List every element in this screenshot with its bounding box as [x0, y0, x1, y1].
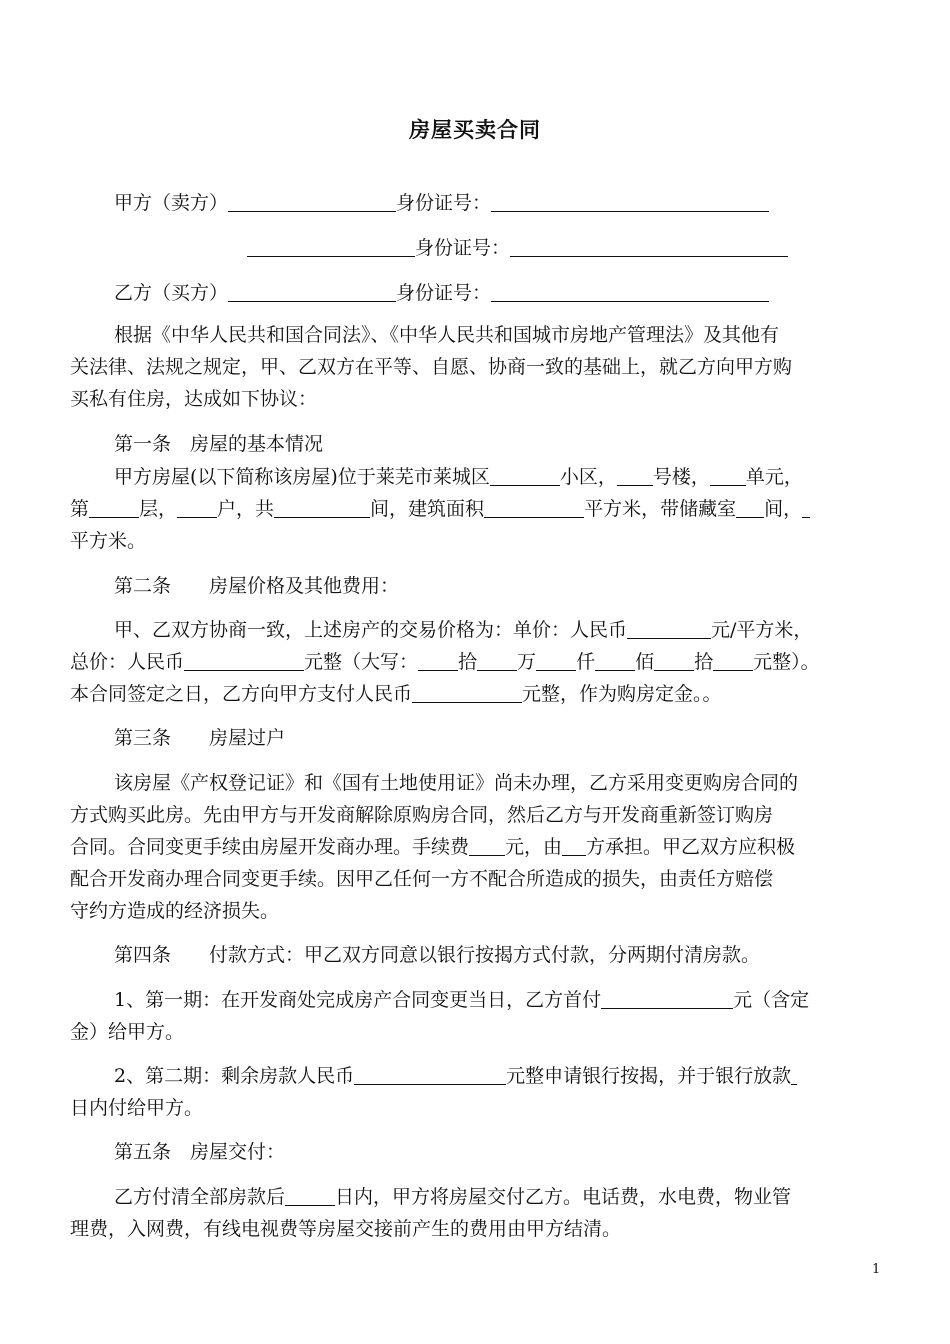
buyer-id-blank — [491, 281, 769, 302]
unit-blank — [710, 465, 746, 486]
community-blank — [490, 465, 560, 486]
art1-text: 甲方房屋(以下简称该房屋)位于莱芜市莱城区 — [114, 466, 490, 488]
seller-line — [70, 190, 934, 216]
art1-text: 第 — [70, 498, 90, 520]
article-5-heading: 第五条 房屋交付： — [114, 1141, 286, 1163]
total-price-blank — [184, 650, 304, 671]
art1-text: 平方米，带储藏室 — [584, 498, 737, 520]
article-5-line-1 — [70, 1184, 934, 1210]
days-blank — [791, 1064, 797, 1085]
art1-text: 小区， — [559, 466, 617, 488]
article-5-line-2: 理费，入网费，有线电视费等房屋交接前产生的费用由甲方结清。 — [70, 1218, 622, 1240]
art1-text: 间，建筑面积 — [370, 498, 485, 520]
article-3-line-2: 方式购买此房。先由甲方与开发商解除原购房合同，然后乙方与开发商重新签订购房 — [70, 804, 774, 826]
article-2-line-1 — [70, 617, 934, 643]
article-4-heading: 第四条 付款方式：甲乙双方同意以银行按揭方式付款，分两期付清房款。 — [114, 944, 761, 966]
art4-text: 元（含定 — [733, 989, 810, 1011]
art3-text: 合同。合同变更手续由房屋开发商办理。手续费 — [70, 836, 470, 858]
document-title: 房屋买卖合同 — [409, 118, 541, 142]
seller-name-blank — [228, 191, 396, 212]
article-4-payment-2 — [70, 1063, 934, 1089]
amount-blank — [595, 650, 635, 671]
unit-price-blank — [627, 618, 711, 639]
art5-text: 乙方付清全部房款后 — [114, 1186, 286, 1208]
article-3-line-5: 守约方造成的经济损失。 — [70, 900, 280, 922]
article-4-payment-1 — [70, 987, 934, 1013]
household-blank — [177, 497, 217, 518]
seller-id-label: 身份证号： — [396, 192, 492, 214]
art2-text: 甲、乙双方协商一致，上述房产的交易价格为：单价：人民币 — [114, 619, 628, 641]
article-1-line-2 — [70, 496, 890, 522]
area-blank — [484, 497, 584, 518]
preamble-line-1: 根据《中华人民共和国合同法》、《中华人民共和国城市房地产管理法》及其他有 — [114, 324, 780, 346]
art1-text: 层， — [139, 498, 178, 520]
amount-blank — [654, 650, 694, 671]
article-1-line-3: 平方米。 — [70, 530, 147, 552]
amount-blank — [477, 650, 517, 671]
preamble-line-2: 关法律、法规之规定，甲、乙双方在平等、自愿、协商一致的基础上，就乙方向甲方购 — [70, 356, 793, 378]
article-4-payment-1-cont: 金）给甲方。 — [70, 1021, 185, 1043]
article-2-heading: 第二条 房屋价格及其他费用： — [114, 575, 400, 597]
floor-blank — [89, 497, 139, 518]
art4-text: 元整申请银行按揭，并于银行放款 — [506, 1065, 792, 1087]
first-payment-blank — [601, 988, 733, 1009]
art1-text: 户，共 — [217, 498, 275, 520]
buyer-name-blank — [228, 281, 396, 302]
amount-blank — [536, 650, 576, 671]
article-3-line-3 — [70, 834, 890, 860]
art1-text: 号楼， — [652, 466, 710, 488]
buyer-label: 乙方（买方） — [114, 282, 229, 304]
art2-text: 元整（大写： — [304, 651, 419, 673]
art2-text: 元/平方米， — [711, 619, 813, 641]
payer-blank — [562, 835, 586, 856]
deposit-blank — [412, 682, 522, 703]
art2-text: 拾 — [458, 651, 478, 673]
art2-text: 总价：人民币 — [70, 651, 185, 673]
article-3-line-1: 该房屋《产权登记证》和《国有土地使用证》尚未办理，乙方采用变更购房合同的 — [114, 772, 799, 794]
art5-text: 日内，甲方将房屋交付乙方。电话费，水电费，物业管 — [335, 1186, 792, 1208]
building-blank — [617, 465, 653, 486]
art2-text: 元整，作为购房定金。。 — [522, 683, 722, 705]
article-3-line-4: 配合开发商办理合同变更手续。因甲乙任何一方不配合所造成的损失，由责任方赔偿 — [70, 868, 774, 890]
storage-blank — [736, 497, 764, 518]
buyer-line — [70, 280, 934, 306]
article-2-line-2 — [70, 649, 890, 675]
article-1-line-1 — [70, 464, 934, 490]
art2-text: 本合同签定之日，乙方向甲方支付人民币 — [70, 683, 413, 705]
art3-text: 元，由 — [505, 836, 563, 858]
art3-text: 方承担。甲乙双方应积极 — [586, 836, 796, 858]
art1-text: 间， — [764, 498, 803, 520]
second-seller-line — [70, 235, 950, 261]
art2-text: 万 — [517, 651, 537, 673]
art1-text: 单元， — [745, 466, 803, 488]
article-3-heading: 第三条 房屋过户 — [114, 727, 286, 749]
page-number: 1 — [872, 1262, 881, 1277]
seller-id-blank — [491, 191, 769, 212]
article-2-line-3 — [70, 681, 890, 707]
delivery-days-blank — [285, 1185, 335, 1206]
rooms-blank — [274, 497, 370, 518]
seller-label: 甲方（卖方） — [114, 192, 229, 214]
art2-text: 佰 — [635, 651, 655, 673]
amount-blank — [418, 650, 458, 671]
preamble-line-3: 买私有住房，达成如下协议： — [70, 388, 318, 410]
fee-blank — [469, 835, 505, 856]
art4-text: 2、第二期：剩余房款人民币 — [114, 1065, 355, 1087]
buyer-id-label: 身份证号： — [396, 282, 492, 304]
art2-text: 仟 — [576, 651, 596, 673]
loan-amount-blank — [354, 1064, 506, 1085]
art2-text: 元整）。 — [753, 651, 820, 673]
article-4-payment-2-cont: 日内付给甲方。 — [70, 1097, 204, 1119]
second-seller-id-blank — [510, 236, 788, 257]
art4-text: 1、第一期：在开发商处完成房产合同变更当日，乙方首付 — [114, 989, 602, 1011]
second-seller-id-label: 身份证号： — [415, 237, 511, 259]
amount-blank — [713, 650, 753, 671]
art2-text: 拾 — [694, 651, 714, 673]
article-1-heading: 第一条 房屋的基本情况 — [114, 433, 324, 455]
storage-area-blank — [802, 497, 810, 518]
second-seller-name-blank — [247, 236, 415, 257]
